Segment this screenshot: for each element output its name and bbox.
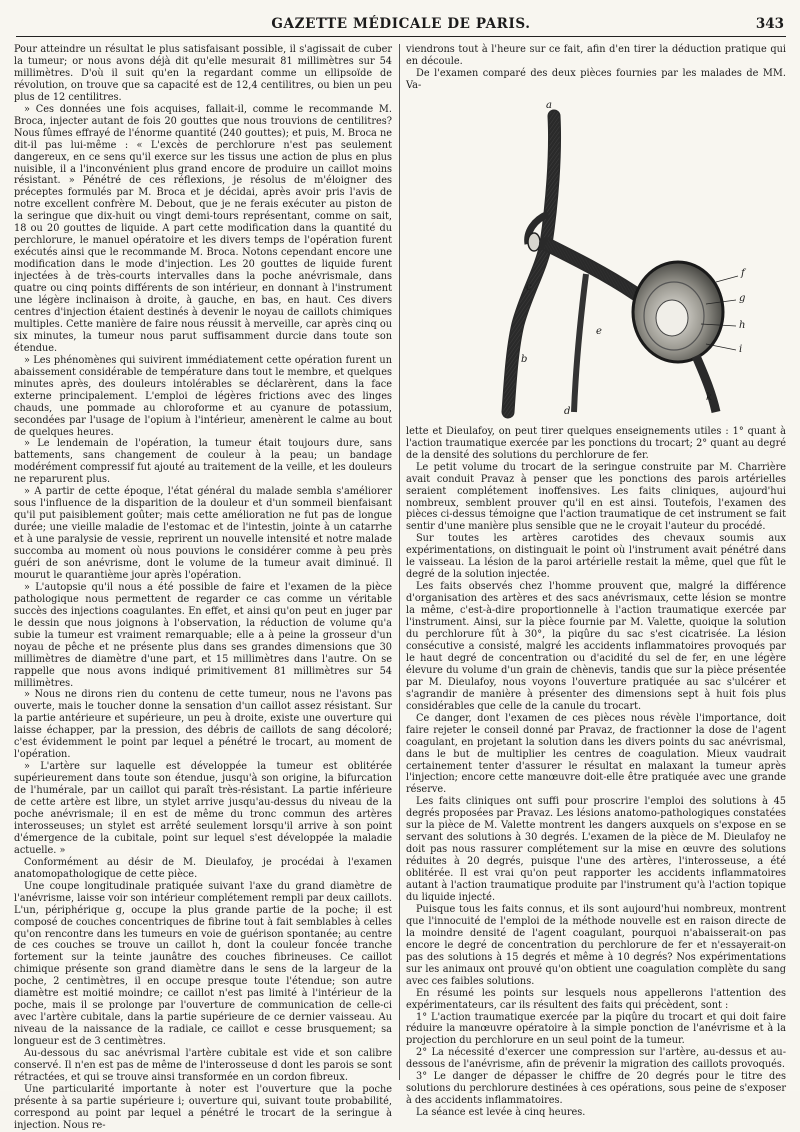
figure-label-l: l: [632, 305, 636, 317]
artery-engraving: [406, 94, 786, 424]
paragraph: » Le lendemain de l'opération, la tumeur était toujours dure, sans battements, sans changement de couleur à la peau; un bandage modérément compressif fut ajouté au traitement de la veille, et les douleurs ne reparurent plus.: [14, 438, 392, 486]
paragraph: lette et Dieulafoy, on peut tirer quelques enseignements utiles : 1° quant à l'action traumatique exercée par les ponctions du trocart; 2° quant au degré de la densité des solutions du perchlorure de fer.: [406, 425, 786, 461]
figure-label-a: a: [546, 99, 552, 111]
figure-label-g: g: [739, 292, 746, 304]
page-number: 343: [755, 16, 784, 32]
paragraph: » Nous ne dirons rien du contenu de cette tumeur, nous ne l'avons pas ouverte, mais le toucher donne la sensation d'un caillot assez résistant. Sur la partie antérieure et supérieure, un peu à droite, existe une ouverture qui laisse échapper, par la pression, des débris de caillots de sang décoloré; c'est évidemment le point par lequel a pénétré le trocart, au moment de l'opération.: [14, 689, 392, 761]
journal-title: GAZETTE MÉDICALE DE PARIS.: [271, 16, 531, 32]
figure-label-b: b: [521, 353, 528, 365]
paragraph: Une coupe longitudinale pratiquée suivant l'axe du grand diamètre de l'anévrisme, laisse voir son intérieur complétement rempli par deux caillots. L'un, périphérique g, occupe la plus grande partie de la poche; il est composé de couches concentriques de fibrine tout à fait semblables à celles qu'on rencontre dans les tumeurs en voie de guérison spontanée; au centre de ces couches se trouve un caillot h, dont la couleur foncée tranche fortement sur la teinte jaunâtre des couches fibrineuses. Ce caillot chimique présente son grand diamètre dans le sens de la largeur de la poche, 2 centimètres, il en occupe presque toute l'étendue; son autre diamètre est moitié moindre; ce caillot n'est pas limité à l'intérieur de la poche, mais il se prolonge par l'ouverture de communication de celle-ci avec l'artère cubitale, dans la partie supérieure de ce dernier vaisseau. Au niveau de la naissance de la radiale, ce caillot e cesse brusquement; sa longueur est de 3 centimètres.: [14, 880, 392, 1048]
figure-label-e: e: [596, 325, 602, 337]
paragraph: Pour atteindre un résultat le plus satisfaisant possible, il s'agissait de cuber la tumeur; or nous avons déjà dit qu'elle mesurait 81 millimètres sur 54 millimètres. D'où il suit qu'en la regardant comme un ellipsoïde de révolution, on trouve que sa capacité est de 12,4 centilitres, ou bien un peu plus de 12 centilitres.: [14, 44, 392, 103]
paragraph: » Les phénomènes qui suivirent immédiatement cette opération furent un abaissement considérable de température dans tout le membre, et quelques minutes après, des douleurs intolérables se déclarèrent, dans la face externe principalement. L'emploi de légères frictions avec des linges chauds, une pommade au chloroforme et au cyanure de potassium, secondées par l'usage de l'opium à l'intérieur, amenèrent le calme au bout de quelques heures.: [14, 354, 392, 438]
paragraph: Puisque tous les faits connus, et ils sont aujourd'hui nombreux, montrent que l'innocuité de l'emploi de la méthode nouvelle est en raison directe de la moindre densité de l'agent coagulant, pourquoi n'abaisserait-on pas encore le degré de concentration du perchlorure de fer et n'essayerait-on pas des solutions à 15 degrés et même à 10 degrés? Nos expérimentations sur les animaux ont prouvé qu'on obtient une coagulation complète du sang avec ces faibles solutions.: [406, 903, 786, 987]
paragraph: 3° Le danger de dépasser le chiffre de 20 degrés pour le titre des solutions du perchlorure destinées à ces opérations, sous peine de s'exposer à des accidents inflammatoires.: [406, 1071, 786, 1107]
paragraph: viendrons tout à l'heure sur ce fait, afin d'en tirer la déduction pratique qui en découle.: [406, 44, 786, 67]
figure-label-c: c: [526, 281, 532, 293]
paragraph: Conformément au désir de M. Dieulafoy, je procédai à l'examen anatomopathologique de cette pièce.: [14, 856, 392, 880]
paragraph: La séance est levée à cinq heures.: [416, 1107, 586, 1119]
left-column: [14, 44, 393, 1131]
paragraph: Les faits cliniques ont suffi pour proscrire l'emploi des solutions à 45 degrés proposées par Pravaz. Les lésions anatomo-pathologiques constatées sur la pièce de M. Valette montrent les dangers auxquels on s'expose en se servant des solutions à 30 degrés. L'examen de la pièce de M. Dieulafoy ne doit pas nous rassurer complétement sur la mise en œuvre des solutions réduites à 20 degrés, puisque l'une des artères, l'interosseuse, a été oblitérée. Il est vrai qu'on peut rapporter les accidents inflammatoires autant à l'action traumatique produite par l'instrument qu'à l'action topique du liquide injecté.: [406, 796, 786, 903]
paragraph: Le petit volume du trocart de la seringue construite par M. Charrière avait conduit Pravaz à penser que les ponctions des parois artérielles seraient complétement inoffensives. Les faits cliniques, aujourd'hui nombreux, semblent prouver qu'il en est ainsi. Toutefois, l'examen des pièces ci-dessus témoigne que l'action traumatique de cet instrument se fait sentir d'une manière plus sensible que ne le croyait l'auteur du procédé.: [406, 461, 786, 533]
paragraph: » A partir de cette époque, l'état général du malade sembla s'améliorer sous l'influence de la disparition de la douleur et d'un sommeil bienfaisant qu'il put paisiblement goûter; mais cette amélioration ne fut pas de longue durée; une vieille maladie de l'estomac et de l'intestin, jointe à un catarrhe et à une paralysie de vessie, reprirent un nouvelle intensité et notre malade succomba au moment où nous pouvions le considérer comme à peu près guéri de son anévrisme, dont le volume de la tumeur avait diminué. Il mourut le quarantième jour après l'opération.: [14, 486, 392, 581]
column-divider: [399, 44, 400, 1080]
paragraph: En résumé les points sur lesquels nous appellerons l'attention des expérimentateurs, car ils résultent des faits qui précèdent, sont :: [406, 987, 786, 1011]
paragraph: De l'examen comparé des deux pièces fournies par les malades de MM. Va-: [406, 67, 786, 91]
paragraph: Au-dessous du sac anévrismal l'artère cubitale est vide et son calibre conservé. Il n'en est pas de même de l'interosseuse d dont les parois se sont rétractées, et qui se trouve ainsi transformée en un cordon fibreux.: [14, 1048, 392, 1083]
paragraph: » L'autopsie qu'il nous a été possible de faire et l'examen de la pièce pathologique nous permettent de regarder ce cas comme un véritable succès des injections coagulantes. En effet, et ainsi qu'on peut en juger par le dessin que nous joignons à l'observation, la réduction de volume qu'a subie la tumeur est vraiment remarquable; elle a à peine la grosseur d'un noyau de pêche et ne présente plus dans ses grandes dimensions que 30 millimètres de diamètre d'une part, et 15 millimètres dans l'autre. On se rappelle que nous avons indiqué primitivement 81 millimètres sur 54 millimètres.: [14, 581, 392, 689]
paragraph: Une particularité importante à noter est l'ouverture que la poche présente à sa partie supérieure i; ouverture qui, suivant toute probabilité, correspond au point par lequel a pénétré le trocart de la seringue à injection. Nous re-: [14, 1083, 392, 1131]
paragraph: Ce danger, dont l'examen de ces pièces nous révèle l'importance, doit faire rejeter le conseil donné par Pravaz, de fractionner la dose de l'agent coagulant, en projetant la solution dans les divers points du sac anévrismal, dans le but de multiplier les centres de coagulation. Mieux vaudrait certainement tenter d'assurer le résultat en malaxant la tumeur après l'injection; encore cette manœuvre doit-elle être pratiquée avec une grande réserve.: [406, 712, 786, 796]
paragraph: » L'artère sur laquelle est développée la tumeur est oblitérée supérieurement dans toute son étendue, jusqu'à son origine, la bifurcation de l'humérale, par un caillot qui paraît très-résistant. La partie inférieure de cette artère est libre, un stylet arrive jusqu'au-dessus du niveau de la poche anévrismale; il en est de même du tronc commun des artères interosseuses; un stylet est arrêté seulement lorsqu'il arrive à son point d'émergence de la cubitale, point sur lequel s'est développée la maladie actuelle. »: [14, 761, 392, 856]
paragraph: Les faits observés chez l'homme prouvent que, malgré la différence d'organisation des artères et des sacs anévrismaux, cette lésion se montre la même, c'est-à-dire proportionnelle à l'action traumatique exercée par l'instrument. Ainsi, sur la pièce fournie par M. Valette, quoique la solution du perchlorure fût à 30°, la piqûre du sac s'est cicatrisée. La lésion consécutive a consisté, malgré les accidents inflammatoires provoqués par le haut degré de concentration ou d'acidité du sel de fer, en une légère élevure du volume d'un grain de chènevis, tandis que sur la pièce présentée par M. Dieulafoy, nous voyons l'ouverture pratiquée au sac s'ulcérer et s'agrandir de manière à présenter des dimensions sept à huit fois plus considérables que celle de la canule du trocart.: [406, 581, 786, 712]
paragraph: 1° L'action traumatique exercée par la piqûre du trocart et qui doit faire réduire la manœuvre opératoire à la simple ponction de l'anévrisme et à la projection du perchlorure en un seul point de la tumeur.: [406, 1011, 786, 1047]
right-column: [406, 44, 786, 1119]
paragraph: Sur toutes les artères carotides des chevaux soumis aux expérimentations, on distinguait le point où l'instrument avait pénétré dans le vaisseau. La lésion de la paroi artérielle restait la même, quel que fût le degré de la solution injectée.: [406, 533, 786, 581]
figure-label-k: k: [706, 391, 713, 403]
figure-label-f: f: [741, 267, 745, 279]
paragraph: » Ces données une fois acquises, fallait-il, comme le recommande M. Broca, injecter autant de fois 20 gouttes que nous trouvions de centilitres? Nous fûmes effrayé de l'énorme quantité (240 gouttes); et puis, M. Broca ne dit-il pas lui-même : « L'excès de perchlorure n'est pas seulement dangereux, en ce sens qu'il exerce sur les tissus une action de plus en plus nuisible, il a l'inconvénient plus grand encore de produire un caillot moins résistant. » Pénétré de ces réflexions, je résolus de m'éloigner des préceptes formulés par M. Broca et je décidai, après avoir pris l'avis de notre excellent confrère M. Debout, que je ne ferais exécuter au piston de la seringue que dix-huit ou vingt demi-tours représentant, comme on sait, 18 ou 20 gouttes de liquide. A part cette modification dans la quantité du perchlorure, le manuel opératoire et les divers temps de l'opération furent exécutés ainsi que le recommande M. Broca. Notons cependant encore une modification dans le mode d'injection. Les 20 gouttes de liquide furent injectées à de très-courts intervalles dans la poche anévrismale, dans quatre ou cinq points différents de son intérieur, en donnant à l'instrument une légère inclinaison à droite, à gauche, en bas, en haut. Ces divers centres d'injection étaient destinés à devenir le noyau de caillots chimiques multiples. Cette manière de faire nous réussit à merveille, car après cinq ou six minutes, la tumeur nous parut suffisamment durcie dans toute son étendue.: [14, 103, 393, 354]
figure-label-i: i: [739, 343, 743, 355]
figure-label-d: d: [564, 405, 571, 417]
paragraph: 2° La nécessité d'exercer une compression sur l'artère, au-dessus et au-dessous de l'anévrisme, afin de prévenir la migration des caillots provoqués.: [406, 1047, 786, 1071]
page-header: [16, 14, 786, 37]
figure-label-h: h: [739, 319, 746, 331]
aneurysm-illustration: [406, 94, 786, 424]
